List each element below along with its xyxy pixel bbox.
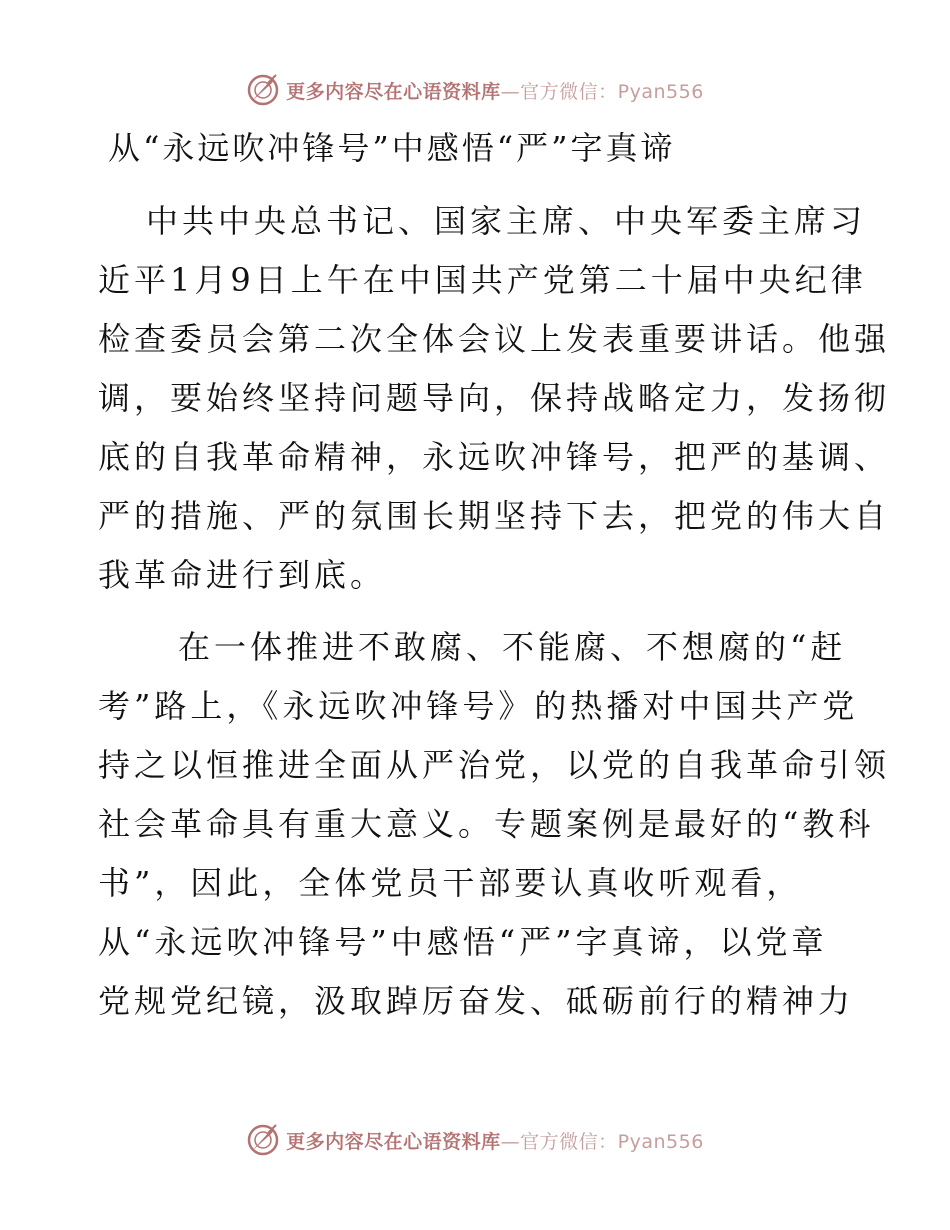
paragraph-line: 中共中央总书记、国家主席、中央军委主席习 xyxy=(146,202,867,240)
paragraph-line: 严的措施、严的氛围长期坚持下去，把党的伟大自 xyxy=(98,497,891,535)
watermark-sub: —官方微信：Pyan556 xyxy=(500,1130,704,1153)
quill-seal-icon xyxy=(246,73,280,107)
paragraph-line: 我革命进行到底。 xyxy=(98,556,387,594)
paragraph-line: 在一体推进不敢腐、不能腐、不想腐的“赶 xyxy=(178,628,847,666)
paragraph-line: 考”路上，《永远吹冲锋号》的热播对中国共产党 xyxy=(98,687,859,725)
paragraph-line: 检查委员会第二次全体会议上发表重要讲话。他强 xyxy=(98,320,891,358)
document-title: 从“永远吹冲锋号”中感悟“严”字真谛 xyxy=(108,129,676,167)
watermark-main: 更多内容尽在心语资料库 xyxy=(286,1130,501,1153)
watermark-text xyxy=(286,1127,704,1154)
footer-watermark-banner xyxy=(0,1120,950,1160)
paragraph-line: 底的自我革命精神，永远吹冲锋号，把严的基调、 xyxy=(98,438,891,476)
paragraph-line: 社会革命具有重大意义。专题案例是最好的“教科 xyxy=(98,805,875,843)
paragraph-line: 调，要始终坚持问题导向，保持战略定力，发扬彻 xyxy=(98,379,891,417)
paragraph-line: 书”，因此，全体党员干部要认真收听观看， xyxy=(98,864,803,902)
paragraph-line: 从“永远吹冲锋号”中感悟“严”字真谛，以党章 xyxy=(98,923,828,961)
header-watermark-banner xyxy=(0,70,950,110)
quill-seal-icon xyxy=(246,1123,280,1157)
watermark-sub: —官方微信：Pyan556 xyxy=(500,80,704,103)
paragraph-line: 党规党纪镜，汲取踔厉奋发、砥砺前行的精神力 xyxy=(98,982,855,1020)
paragraph-line: 持之以恒推进全面从严治党，以党的自我革命引领 xyxy=(98,746,891,784)
paragraph-line: 近平1月9日上午在中国共产党第二十届中央纪律 xyxy=(98,261,867,299)
paragraph-1 xyxy=(98,192,891,605)
paragraph-2 xyxy=(98,618,891,1031)
watermark-main: 更多内容尽在心语资料库 xyxy=(286,80,501,103)
watermark-text xyxy=(286,77,704,104)
